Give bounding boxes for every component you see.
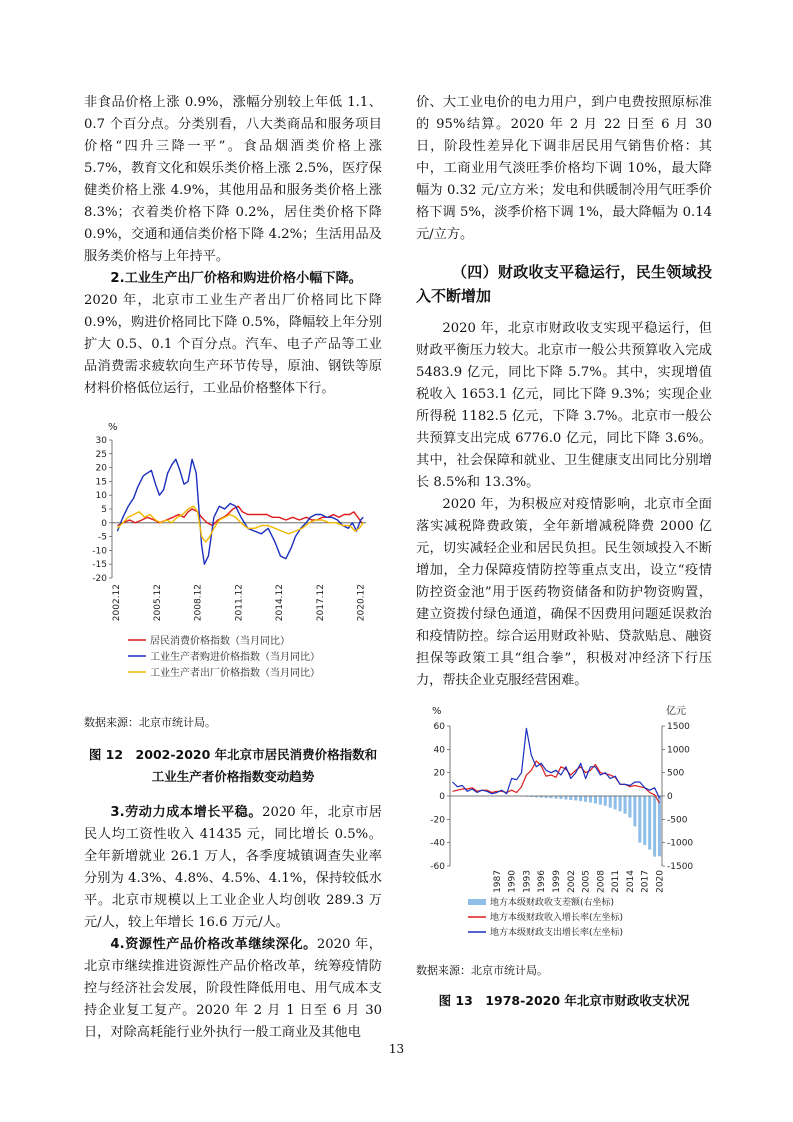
chart13-xtick-label-11: 2020: [655, 870, 666, 893]
chart12-series-ex_factory: [117, 506, 363, 542]
chart13-right-tick-label-3: 0: [667, 792, 673, 802]
chart13-gap-bar-2005: [584, 796, 587, 802]
chart13-left-tick-label-1: 40: [433, 745, 445, 756]
chart12-ytick-label-9: -15: [92, 560, 107, 571]
heading-labor-cost: 3.劳动力成本增长平稳。: [110, 805, 263, 820]
figure-12-source: 数据来源：北京市统计局。: [84, 716, 216, 729]
chart13-gap-bar-2007: [594, 796, 597, 803]
chart12-xtick-label-1: 2005.12: [152, 584, 163, 622]
figure-13-svg: [416, 700, 716, 950]
chart12-unit-label: %: [108, 422, 118, 433]
figure-13-caption: 图 13 1978-2020 年北京市财政收支状况: [438, 993, 690, 1008]
chart12-ytick-label-7: -5: [98, 532, 107, 543]
chart13-xtick-label-2: 1993: [522, 870, 533, 893]
right-paragraph-2: 2020 年，为积极应对疫情影响，北京市全面落实减税降费政策，全年新增减税降费 2000 亿元，切实减轻企业和居民负担。民生领域投入不断增加，全力保障疫情防控等重点支出，设立“疫情防控资金池”用于医药物资储备和防护物资购置，建立资拨付绿色通道，确保不因费用问题延误救治和疫情防控。综合运用财政补贴、贷款贴息、融资担保等政策工具“组合拳”，积极对冲经济下行压力，帮扶企业克服经营困难。: [416, 497, 712, 688]
chart12-xtick-label-2: 2008.12: [193, 584, 204, 622]
left-paragraph-3-text: 2020 年，北京市居民人均工资性收入 41435 元，同比增长 0.5%。全年新增就业 26.1 万人，各季度城镇调查失业率分别为 4.3%、4.8%、4.5%、4.1%，保持较低水平。北京市规模以上工业企业人均创收 289.3 万元/人，较上年增长 16.6 万元/人。: [84, 805, 382, 930]
chart13-xtick-label-5: 2002: [566, 870, 577, 893]
chart13-gap-bar-2014: [628, 796, 631, 817]
figure-13-chart: [416, 700, 716, 950]
chart13-xtick-label-9: 2014: [625, 870, 636, 893]
chart13-xtick-label-4: 1999: [552, 870, 562, 893]
chart13-gap-bar-2018: [648, 796, 651, 850]
heading-resource-pricing: 4.资源性产品价格改革继续深化。: [110, 937, 317, 952]
chart13-right-tick-label-6: -1500: [667, 862, 694, 872]
figure-13-source: 数据来源：北京市统计局。: [416, 964, 548, 977]
chart12-ytick-label-3: 15: [95, 477, 107, 488]
chart13-gap-bar-2011: [614, 796, 617, 810]
chart12-series-purchase: [117, 459, 363, 564]
chart13-xtick-label-7: 2008: [596, 870, 607, 893]
chart13-gap-bar-2001: [564, 796, 567, 800]
right-paragraph-1: 2020 年，北京市财政收支实现平稳运行，但财政平衡压力较大。北京市一般公共预算收入完成 5483.9 亿元，同比下降 5.7%。其中，实现增值税收入 1653.1 亿元，同比下降 9.3%；实现企业所得税 1182.5 亿元，下降 3.7%。北京市一般公共预算支出完成 6776.0 亿元，同比下降 3.6%。其中，社会保障和就业、卫生健康支出同比分别增长 8.5%和 13.3%。: [416, 321, 712, 490]
heading-industrial-prices: [84, 268, 382, 290]
chart13-left-tick-label-3: 0: [439, 792, 445, 802]
chart13-right-tick-label-1: 1000: [667, 745, 690, 756]
page-number: 13: [388, 1042, 405, 1056]
chart13-right-unit: 亿元: [666, 706, 686, 717]
chart13-gap-bar-2009: [604, 796, 607, 806]
chart12-legend-label-purchase: 工业生产者购进价格指数（当月同比）: [150, 652, 320, 663]
chart13-right-tick-label-0: 1500: [667, 722, 690, 732]
chart13-gap-bar-2006: [589, 796, 592, 803]
chart13-right-tick-label-5: -1000: [667, 838, 694, 849]
chart13-left-tick-label-0: 60: [433, 722, 445, 732]
chart13-left-tick-label-2: 20: [433, 768, 445, 779]
chart13-left-unit: %: [432, 706, 442, 717]
figure-12-caption-line1: 图 12 2002-2020 年北京市居民消费价格指数和: [88, 747, 378, 762]
chart13-gap-bar-2000: [559, 796, 562, 799]
left-paragraph-4-text: 2020 年，北京市继续推进资源性产品价格改革，统筹疫情防控与经济社会发展，阶段性降低用电、用气成本支持企业复工复产。2020 年 2 月 1 日至 6 月 30 日，对除高耗能行业外执行一般工商业及其他电: [84, 937, 382, 1040]
chart13-gap-bar-2015: [633, 796, 636, 826]
chart12-ytick-label-5: 5: [101, 505, 107, 515]
chart12-ytick-label-1: 25: [95, 449, 107, 460]
chart13-xtick-label-8: 2011: [611, 870, 622, 893]
chart13-xtick-label-6: 2005: [581, 870, 592, 893]
chart12-xtick-label-0: 2002.12: [112, 584, 123, 622]
figure-12-caption-line2: 工业生产者价格指数变动趋势: [151, 769, 315, 784]
chart12-legend-label-cpi: 居民消费价格指数（当月同比）: [150, 636, 290, 647]
left-paragraph-1: 非食品价格上涨 0.9%，涨幅分别较上年低 1.1、0.7 个百分点。分类别看，八大类商品和服务项目价格“四升三降一平”。食品烟酒类价格上涨 5.7%，教育文化和娱乐类价格上涨 2.5%，医疗保健类价格上涨 4.9%，其他用品和服务类价格上涨 8.3%；衣着类价格下降 0.2%，居住类价格下降 0.9%，交通和通信类价格下降 4.2%；生活用品及服务类价格与上年持平。: [84, 95, 382, 264]
chart13-series-expenditure: [453, 728, 660, 798]
chart12-ytick-label-10: -20: [92, 574, 107, 584]
chart13-gap-bar-2010: [609, 796, 612, 808]
left-paragraph-3: [84, 802, 382, 934]
chart12-ytick-label-0: 30: [95, 436, 107, 446]
chart13-gap-bar-2017: [643, 796, 646, 845]
heading-industrial-prices-text: 2.工业生产出厂价格和购进价格小幅下降。: [110, 271, 362, 286]
chart13-left-tick-label-6: -60: [430, 862, 445, 872]
chart13-gap-bar-2002: [569, 796, 572, 800]
chart13-right-tick-label-2: 500: [667, 768, 685, 779]
chart12-xtick-label-5: 2017.12: [315, 584, 326, 622]
chart13-gap-bar-2019: [653, 796, 656, 857]
chart12-ytick-label-8: -10: [92, 546, 107, 557]
chart12-ytick-label-6: 0: [101, 518, 107, 529]
figure-12-svg: [84, 418, 384, 690]
chart13-gap-bar-2013: [623, 796, 626, 814]
chart13-left-tick-label-5: -40: [430, 838, 445, 849]
chart12-legend-label-ex_factory: 工业生产者出厂价格指数（当月同比）: [150, 668, 320, 679]
chart13-gap-bar-2008: [599, 796, 602, 805]
left-paragraph-2: 2020 年，北京市工业生产者出厂价格同比下降 0.9%，购进价格同比下降 0.5%，降幅较上年分别扩大 0.5、0.1 个百分点。汽车、电子产品等工业品消费需求疲软向生产环节传导，原油、钢铁等原材料价格低位运行，工业品价格整体下行。: [84, 293, 382, 396]
chart13-xtick-label-0: 1987: [492, 870, 503, 893]
chart13-legend-label-expenditure: 地方本级财政支出增长率(左坐标): [490, 928, 624, 938]
chart13-gap-bar-2012: [619, 796, 622, 811]
chart13-legend-label-gap: 地方本级财政收支差额(右坐标): [490, 898, 615, 908]
chart12-xtick-label-6: 2020.12: [356, 584, 367, 622]
chart12-ytick-label-4: 10: [95, 491, 107, 502]
chart13-legend-swatch-gap: [468, 899, 486, 905]
chart12-xtick-label-3: 2011.12: [234, 584, 245, 622]
left-paragraph-4: [84, 934, 382, 1044]
chart13-legend-label-revenue: 地方本级财政收入增长率(左坐标): [490, 913, 624, 923]
chart13-gap-bar-2016: [638, 796, 641, 843]
chart13-xtick-label-10: 2017: [640, 870, 651, 893]
chart13-gap-bar-2004: [579, 796, 582, 801]
right-paragraph-0: 价、大工业电价的电力用户，到户电费按照原标准的 95%结算。2020 年 2 月 22 日至 6 月 30 日，阶段性差异化下调非居民用气销售价格：其中，工商业用气淡旺季价格均下调 10%，最大降幅为 0.32 元/立方米；发电和供暖制冷用气旺季价格下调 5%，淡季价格下调 1%，最大降幅为 0.14 元/立方。: [416, 95, 712, 242]
chart13-gap-bar-2003: [574, 796, 577, 800]
chart12-ytick-label-2: 20: [95, 463, 107, 474]
chart13-gap-bar-2020: [658, 796, 661, 856]
figure-12-chart: [84, 418, 384, 690]
chart13-xtick-label-3: 1996: [537, 870, 548, 893]
chart13-right-tick-label-4: -500: [667, 815, 688, 826]
section-title-fiscal: （四）财政收支平稳运行，民生领域投入不断增加: [416, 263, 712, 305]
chart12-xtick-label-4: 2014.12: [275, 584, 286, 622]
chart13-xtick-label-1: 1990: [507, 870, 518, 893]
chart13-left-tick-label-4: -20: [430, 815, 445, 826]
